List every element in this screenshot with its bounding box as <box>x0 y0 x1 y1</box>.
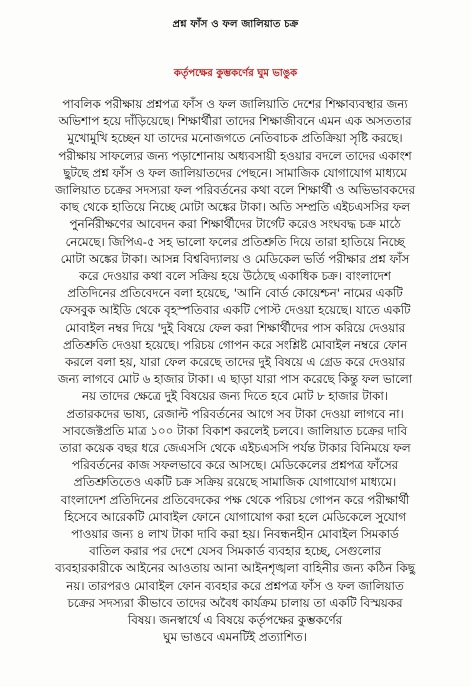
body-line: প্রতিদিনের প্রতিবেদনে বলা হয়েছে, 'আনি বোর্ড কোয়েশ্চন' নামের একটি <box>67 286 403 301</box>
body-line: প্রতিশ্রুতি দেওয়া হয়েছে। পরিচয় গোপন করে সংশ্লিষ্ট মোবাইল নম্বরে ফোন <box>62 337 408 352</box>
body-line: অভিশাপ হয়ে দাঁড়িয়েছে। শিক্ষার্থীরা তাদের শিক্ষাজীবনে এমন এক অসততার <box>58 114 412 129</box>
body-line: প্রতারকদের ভাষ্য, রেজাল্ট পরিবর্তনের আগে সব টাকা দেওয়া লাগবে না। <box>66 406 404 421</box>
body-line: প্রতিশ্রুতিতেও একটি চক্র সক্রিয় রয়েছে সামাজিক যোগাযোগ মাধ্যমে। <box>73 475 397 490</box>
body-line: নয় তাদের ক্ষেত্রে দুই বিষয়ের জন্য দিতে হবে মোট ৮ হাজার টাকা। <box>82 389 388 404</box>
body-line: নয়। তারপরও মোবাইল ফোন ব্যবহার করে প্রশ্নপত্র ফাঁস ও ফল জালিয়াত <box>66 578 404 593</box>
body-line: বাংলাদেশ প্রতিদিনের প্রতিবেদকের পক্ষ থেকে পরিচয় গোপন করে পরীক্ষার্থী <box>60 492 410 507</box>
headline: প্রশ্ন ফাঁস ও ফল জালিয়াত চক্র <box>172 19 299 30</box>
body-line: পরীক্ষায় সাফল্যের জন্য পড়াশোনায় অধ্যবসায়ী হওয়ার বদলে তাদের একাংশ <box>58 148 412 163</box>
article-body <box>10 96 460 647</box>
body-line: বাতিল করার পর দেশে যেসব সিমকার্ড ব্যবহার হচ্ছে, সেগুলোর <box>89 544 381 559</box>
body-line: নেমেছে। জিপিএ-৫ সহ ভালো ফলের প্রতিশ্রুতি দিয়ে তারা হাতিয়ে নিচ্ছে <box>65 234 405 249</box>
body-line: করলে বলা হয়, যারা ফেল করেছে তাদের দুই বিষয়ে এ গ্রেড করে দেওয়ার <box>64 355 406 370</box>
body-line: পরিবর্তনের কাজ সফলভাবে করে আসছে। মেডিকেলের প্রশ্নপত্র ফাঁসের <box>71 458 399 473</box>
body-line: ঘুম ভাঙবে এমনটিই প্রত্যাশিত। <box>163 630 307 645</box>
body-line: জালিয়াত চক্রের সদস্যরা ফল পরিবর্তনের কথা বলে শিক্ষার্থী ও অভিভাবকদের <box>55 183 415 198</box>
body-line: মোবাইল নম্বর দিয়ে 'দুই বিষয়ে ফেল করা শিক্ষার্থীদের পাস করিয়ে দেওয়ার <box>64 320 406 335</box>
body-line: পুনর্নিরীক্ষণের আবেদন করা শিক্ষার্থীদের টার্গেট করেও সংঘবদ্ধ চক্র মাঠে <box>69 217 401 232</box>
subheadline: কর্তৃপক্ষের কুম্ভকর্ণের ঘুম ভাঙুক <box>173 68 298 79</box>
body-line: মুখোমুখি হচ্ছেন যা তাদের মনোজগতে নেতিবাচক প্রতিক্রিয়া সৃষ্টি করছে। <box>67 131 403 146</box>
body-line: ফেসবুক আইডি থেকে বৃহস্পতিবার একটি পোস্ট দেওয়া হয়েছে। যাতে একটি <box>59 303 411 318</box>
body-line: মোটা অঙ্কের টাকা। আসন্ন বিশ্ববিদ্যালয় ও মেডিকেল ভর্তি পরীক্ষার প্রশ্ন ফাঁস <box>60 251 410 266</box>
body-line: কাছ থেকে হাতিয়ে নিচ্ছে মোটা অঙ্কের টাকা। অতি সম্প্রতি এইচএসসির ফল <box>60 200 410 215</box>
body-line: পাবলিক পরীক্ষায় প্রশ্নপত্র ফাঁস ও ফল জালিয়াতি দেশের শিক্ষাব্যবস্থার জন্য <box>62 97 408 111</box>
body-line: চক্রের সদস্যরা কীভাবে তাদের অবৈধ কার্যক্রম চালায় তা একটি বিস্ময়কর <box>67 595 403 610</box>
body-line: সাবজেক্টপ্রতি মাত্র ১০০ টাকা বিকাশ করলেই চলবে। জালিয়াত চক্রের দাবি <box>62 423 408 438</box>
body-line: তারা কয়েক বছর ধরে জেএসসি থেকে এইচএসসি পর্যন্ত টাকার বিনিময়ে ফল <box>59 441 411 456</box>
body-line: জন্য লাগবে মোট ৬ হাজার টাকা। এ ছাড়া যারা পাস করেছে কিন্তু ফল ভালো <box>57 372 413 387</box>
body-line: পাওয়ার জন্য ৪ লাখ টাকা দাবি করা হয়। নিবন্ধনহীন মোবাইল সিমকার্ড <box>71 527 399 542</box>
body-line: করে দেওয়ার কথা বলে সক্রিয় হয়ে উঠেছে একাধিক চক্র। বাংলাদেশ <box>79 269 391 284</box>
body-line: ছুটছে প্রশ্ন ফাঁস ও ফল জালিয়াতদের পেছনে। সামাজিক যোগাযোগ মাধ্যমে <box>63 165 407 180</box>
body-line: ব্যবহারকারীকে আইনের আওতায় আনা আইনশৃঙ্খলা বাহিনীর জন্য কঠিন কিছু <box>55 561 415 576</box>
body-line: হিসেবে আরেকটি মোবাইল ফোনে যোগাযোগ করা হলে মেডিকেলে সুযোগ <box>64 509 406 524</box>
body-line: বিষয়। জনস্বার্থে এ বিষয়ে কর্তৃপক্ষের কুম্ভকর্ণের <box>127 613 343 628</box>
